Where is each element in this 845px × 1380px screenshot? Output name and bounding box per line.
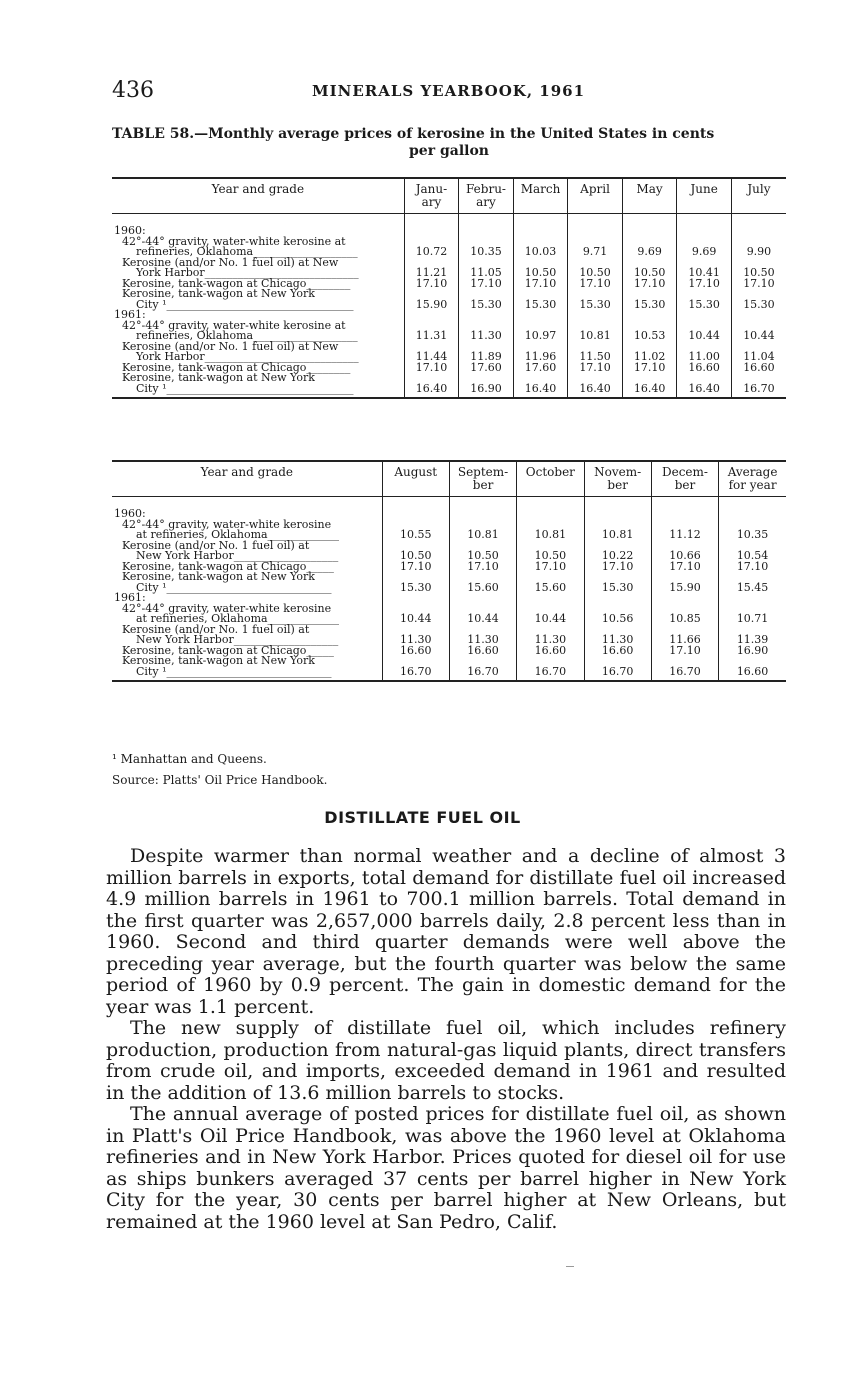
column-header: Febru- ary: [459, 178, 514, 214]
table-row: [112, 656, 786, 681]
table-cell: 11.30: [449, 625, 516, 646]
table-cell: 15.30: [513, 289, 568, 310]
table-cell: 17.60: [513, 363, 568, 374]
table-cell: 15.60: [517, 572, 584, 593]
table-cell: 15.30: [677, 289, 732, 310]
table-cell: 15.30: [382, 572, 449, 593]
column-header: Novem- ber: [584, 461, 651, 497]
table-cell: 10.35: [719, 520, 786, 541]
table-cell: 11.50: [568, 342, 623, 363]
table-cell: 10.03: [513, 237, 568, 258]
table-cell: 15.30: [584, 572, 651, 593]
row-description-line: York Harbor____________________________: [136, 266, 359, 279]
table-cell: 16.90: [459, 373, 514, 398]
table-row: [112, 342, 786, 363]
table-row: [112, 520, 786, 541]
table-cell: 17.10: [731, 279, 786, 290]
source-note: Source: Platts' Oil Price Handbook.: [112, 773, 328, 787]
table-cell: 15.45: [719, 572, 786, 593]
table-cell: 11.30: [459, 321, 514, 342]
year-label: 1961:: [114, 308, 146, 321]
table-cell: 11.30: [584, 625, 651, 646]
table-cell: 15.60: [449, 572, 516, 593]
table-row: [112, 237, 786, 258]
row-description-line: 42°-44° gravity, water-white kerosine: [122, 601, 332, 615]
paragraph: The annual average of posted prices for distillate fuel oil, as shown in Platt's Oil Price Handbook, was above the 1960 level at Oklahoma refineries and in New York Harbor. Prices quoted for diesel oil for use as ships bunkers averaged 37 cents per barrel higher in New York City for the year, 30 cents per barrel higher at New Orleans, but remained at the 1960 level at San Pedro, Calif.: [106, 1103, 786, 1233]
table-cell: 10.50: [382, 541, 449, 562]
table-cell: 16.70: [449, 656, 516, 681]
stub-header: Year and grade: [112, 461, 382, 497]
table-cell: 10.44: [677, 321, 732, 342]
table-cell: 11.44: [404, 342, 459, 363]
table-cell: 10.81: [517, 520, 584, 541]
table-cell: 10.41: [677, 258, 732, 279]
table-cell: 17.10: [459, 279, 514, 290]
table-cell: 16.40: [404, 373, 459, 398]
table-title-line2: per gallon: [409, 143, 489, 159]
footnote: ¹ Manhattan and Queens.: [112, 752, 267, 766]
table-cell: 10.53: [622, 321, 677, 342]
column-header: Septem- ber: [449, 461, 516, 497]
row-description: [112, 373, 404, 398]
row-description: [112, 538, 382, 562]
row-description-line: Kerosine (and/or No. 1 fuel oil) at New: [122, 339, 339, 353]
row-description-line: New York Harbor___________________: [136, 549, 339, 562]
table-cell: 16.70: [517, 656, 584, 681]
table-row: [112, 541, 786, 562]
table-cell: 15.90: [404, 289, 459, 310]
row-description-line: City ¹______________________________: [136, 664, 332, 678]
row-description-line: Kerosine, tank-wagon at Chicago_____: [122, 643, 334, 657]
row-description-line: Kerosine (and/or No. 1 fuel oil) at: [122, 538, 310, 552]
table-cell: 17.10: [513, 279, 568, 290]
table-cell: 10.50: [622, 258, 677, 279]
row-description: [112, 572, 382, 593]
row-description-line: Kerosine, tank-wagon at New York: [122, 570, 315, 583]
row-description-line: New York Harbor___________________: [136, 633, 339, 646]
stub-header: Year and grade: [112, 178, 404, 214]
page-mark: [566, 1266, 574, 1267]
table-cell: 15.30: [731, 289, 786, 310]
table-cell: 11.00: [677, 342, 732, 363]
table-cell: 11.66: [651, 625, 718, 646]
table-cell: 17.10: [404, 279, 459, 290]
row-description-line: Kerosine, tank-wagon at New York: [122, 654, 315, 667]
row-description-line: 42°-44° gravity, water-white kerosine at: [122, 318, 346, 332]
table-cell: 16.40: [513, 373, 568, 398]
page-number: 436: [112, 78, 154, 103]
table-cell: 10.50: [731, 258, 786, 279]
table-cell: 10.66: [651, 541, 718, 562]
table-row: [112, 373, 786, 398]
column-header: October: [517, 461, 584, 497]
table-cell: 16.60: [382, 646, 449, 657]
column-header: Average for year: [719, 461, 786, 497]
row-description-line: at refineries, Oklahoma_____________: [136, 528, 340, 541]
price-table-aug-year: [112, 460, 786, 682]
column-header: June: [677, 178, 732, 214]
table-cell: 11.96: [513, 342, 568, 363]
table-cell: 16.60: [517, 646, 584, 657]
table-cell: 11.21: [404, 258, 459, 279]
row-description: [112, 339, 404, 363]
year-label: 1961:: [114, 591, 146, 604]
table-cell: 10.35: [459, 237, 514, 258]
table-cell: 10.71: [719, 604, 786, 625]
table-cell: 10.44: [517, 604, 584, 625]
row-description-line: Kerosine (and/or No. 1 fuel oil) at New: [122, 255, 339, 269]
table-cell: 10.50: [568, 258, 623, 279]
table-cell: 17.10: [584, 562, 651, 573]
table-cell: 17.10: [651, 646, 718, 657]
table-cell: 16.60: [449, 646, 516, 657]
table-cell: 10.56: [584, 604, 651, 625]
table-cell: 16.70: [651, 656, 718, 681]
table-cell: 11.12: [651, 520, 718, 541]
table-cell: 10.55: [382, 520, 449, 541]
paragraph: Despite warmer than normal weather and a decline of almost 3 million barrels in exports, total demand for distillate fuel oil increased 4.9 million barrels in 1961 to 700.1 million barrels. Total demand in the first quarter was 2,657,000 barrels daily, 2.8 percent less than in 1960. Second and third quarter demands were well above the preceding year average, but the fourth quarter was below the same period of 1960 by 0.9 percent. The gain in domestic demand for the year was 1.1 percent.: [106, 845, 786, 1018]
column-header: Janu- ary: [404, 178, 459, 214]
table-title: [112, 126, 786, 160]
table-cell: 10.85: [651, 604, 718, 625]
table-cell: 17.10: [622, 279, 677, 290]
table-cell: 11.05: [459, 258, 514, 279]
table-cell: 10.54: [719, 541, 786, 562]
table-cell: 15.30: [568, 289, 623, 310]
row-description: [112, 234, 404, 258]
table-cell: 17.10: [651, 562, 718, 573]
table-cell: 11.04: [731, 342, 786, 363]
column-header: Decem- ber: [651, 461, 718, 497]
table-cell: 17.10: [719, 562, 786, 573]
row-description-line: 42°-44° gravity, water-white kerosine at: [122, 234, 346, 248]
table-cell: 16.70: [731, 373, 786, 398]
table-cell: 10.44: [449, 604, 516, 625]
table-cell: 11.39: [719, 625, 786, 646]
row-description: [112, 622, 382, 646]
row-description-line: York Harbor____________________________: [136, 350, 359, 363]
table-cell: 9.69: [677, 237, 732, 258]
table-cell: 11.89: [459, 342, 514, 363]
year-label: 1960:: [114, 507, 146, 520]
row-description-line: Kerosine, tank-wagon at Chicago________: [122, 276, 351, 290]
table-cell: 17.10: [622, 363, 677, 374]
table-cell: 10.81: [568, 321, 623, 342]
table-row: [112, 289, 786, 310]
table-cell: 10.50: [513, 258, 568, 279]
column-header: March: [513, 178, 568, 214]
table-cell: 10.22: [584, 541, 651, 562]
table-cell: 10.50: [517, 541, 584, 562]
table-cell: 16.40: [568, 373, 623, 398]
table-row: [112, 258, 786, 279]
table-cell: 16.70: [382, 656, 449, 681]
table-cell: 10.72: [404, 237, 459, 258]
body-text: [106, 846, 786, 1233]
table-cell: 11.31: [404, 321, 459, 342]
row-description-line: Kerosine, tank-wagon at New York: [122, 287, 315, 300]
table-cell: 15.30: [459, 289, 514, 310]
column-header: August: [382, 461, 449, 497]
table-cell: 17.10: [677, 279, 732, 290]
table-cell: 11.02: [622, 342, 677, 363]
row-description-line: Kerosine, tank-wagon at New York: [122, 371, 315, 384]
row-description-line: refineries, Oklahoma___________________: [136, 329, 358, 342]
row-description-line: Kerosine, tank-wagon at Chicago_____: [122, 559, 334, 573]
table-cell: 10.44: [382, 604, 449, 625]
table-cell: 10.81: [449, 520, 516, 541]
table-cell: 11.30: [382, 625, 449, 646]
year-label: 1960:: [114, 224, 146, 237]
table-cell: 17.10: [382, 562, 449, 573]
row-description: [112, 289, 404, 310]
table-cell: 17.10: [517, 562, 584, 573]
table-cell: 17.60: [459, 363, 514, 374]
section-heading: DISTILLATE FUEL OIL: [324, 808, 521, 827]
table-cell: 10.44: [731, 321, 786, 342]
table-cell: 9.71: [568, 237, 623, 258]
running-head: MINERALS YEARBOOK, 1961: [312, 82, 586, 100]
table-cell: 9.69: [622, 237, 677, 258]
row-description-line: City ¹______________________________: [136, 580, 332, 594]
table-cell: 16.90: [719, 646, 786, 657]
table-cell: 16.60: [719, 656, 786, 681]
row-description: [112, 255, 404, 279]
table-row: [112, 625, 786, 646]
paragraph: The new supply of distillate fuel oil, which includes refinery production, production from natural-gas liquid plants, direct transfers from crude oil, and imports, exceeded demand in 1961 and resulted in the addition of 13.6 million barrels to stocks.: [106, 1017, 786, 1104]
row-description: [112, 656, 382, 681]
row-description-line: refineries, Oklahoma___________________: [136, 245, 358, 258]
row-description-line: at refineries, Oklahoma_____________: [136, 612, 340, 625]
table-cell: 16.40: [677, 373, 732, 398]
column-header: May: [622, 178, 677, 214]
row-description: [112, 517, 382, 541]
row-description-line: Kerosine (and/or No. 1 fuel oil) at: [122, 622, 310, 636]
table-cell: 16.70: [584, 656, 651, 681]
column-header: April: [568, 178, 623, 214]
price-table-jan-jul: [112, 177, 786, 399]
table-cell: 17.10: [568, 279, 623, 290]
table-title-line1: TABLE 58.—Monthly average prices of kerosine in the United States in cents: [112, 126, 715, 142]
table-cell: 17.10: [404, 363, 459, 374]
table-cell: 16.60: [677, 363, 732, 374]
table-cell: 16.60: [584, 646, 651, 657]
table-cell: 15.30: [622, 289, 677, 310]
row-description-line: Kerosine, tank-wagon at Chicago________: [122, 360, 351, 374]
table-cell: 11.30: [517, 625, 584, 646]
table-row: [112, 604, 786, 625]
table-cell: 9.90: [731, 237, 786, 258]
row-description: [112, 318, 404, 342]
row-description-line: 42°-44° gravity, water-white kerosine: [122, 517, 332, 531]
column-header: July: [731, 178, 786, 214]
table-cell: 17.10: [449, 562, 516, 573]
table-cell: 10.50: [449, 541, 516, 562]
table-cell: 10.97: [513, 321, 568, 342]
table-cell: 15.90: [651, 572, 718, 593]
page-header: [112, 78, 792, 106]
table-cell: 17.10: [568, 363, 623, 374]
row-description: [112, 601, 382, 625]
table-row: [112, 321, 786, 342]
table-row: [112, 572, 786, 593]
table-cell: 10.81: [584, 520, 651, 541]
table-cell: 16.40: [622, 373, 677, 398]
row-description-line: City ¹__________________________________: [136, 381, 354, 395]
table-cell: 16.60: [731, 363, 786, 374]
row-description-line: City ¹__________________________________: [136, 297, 354, 311]
